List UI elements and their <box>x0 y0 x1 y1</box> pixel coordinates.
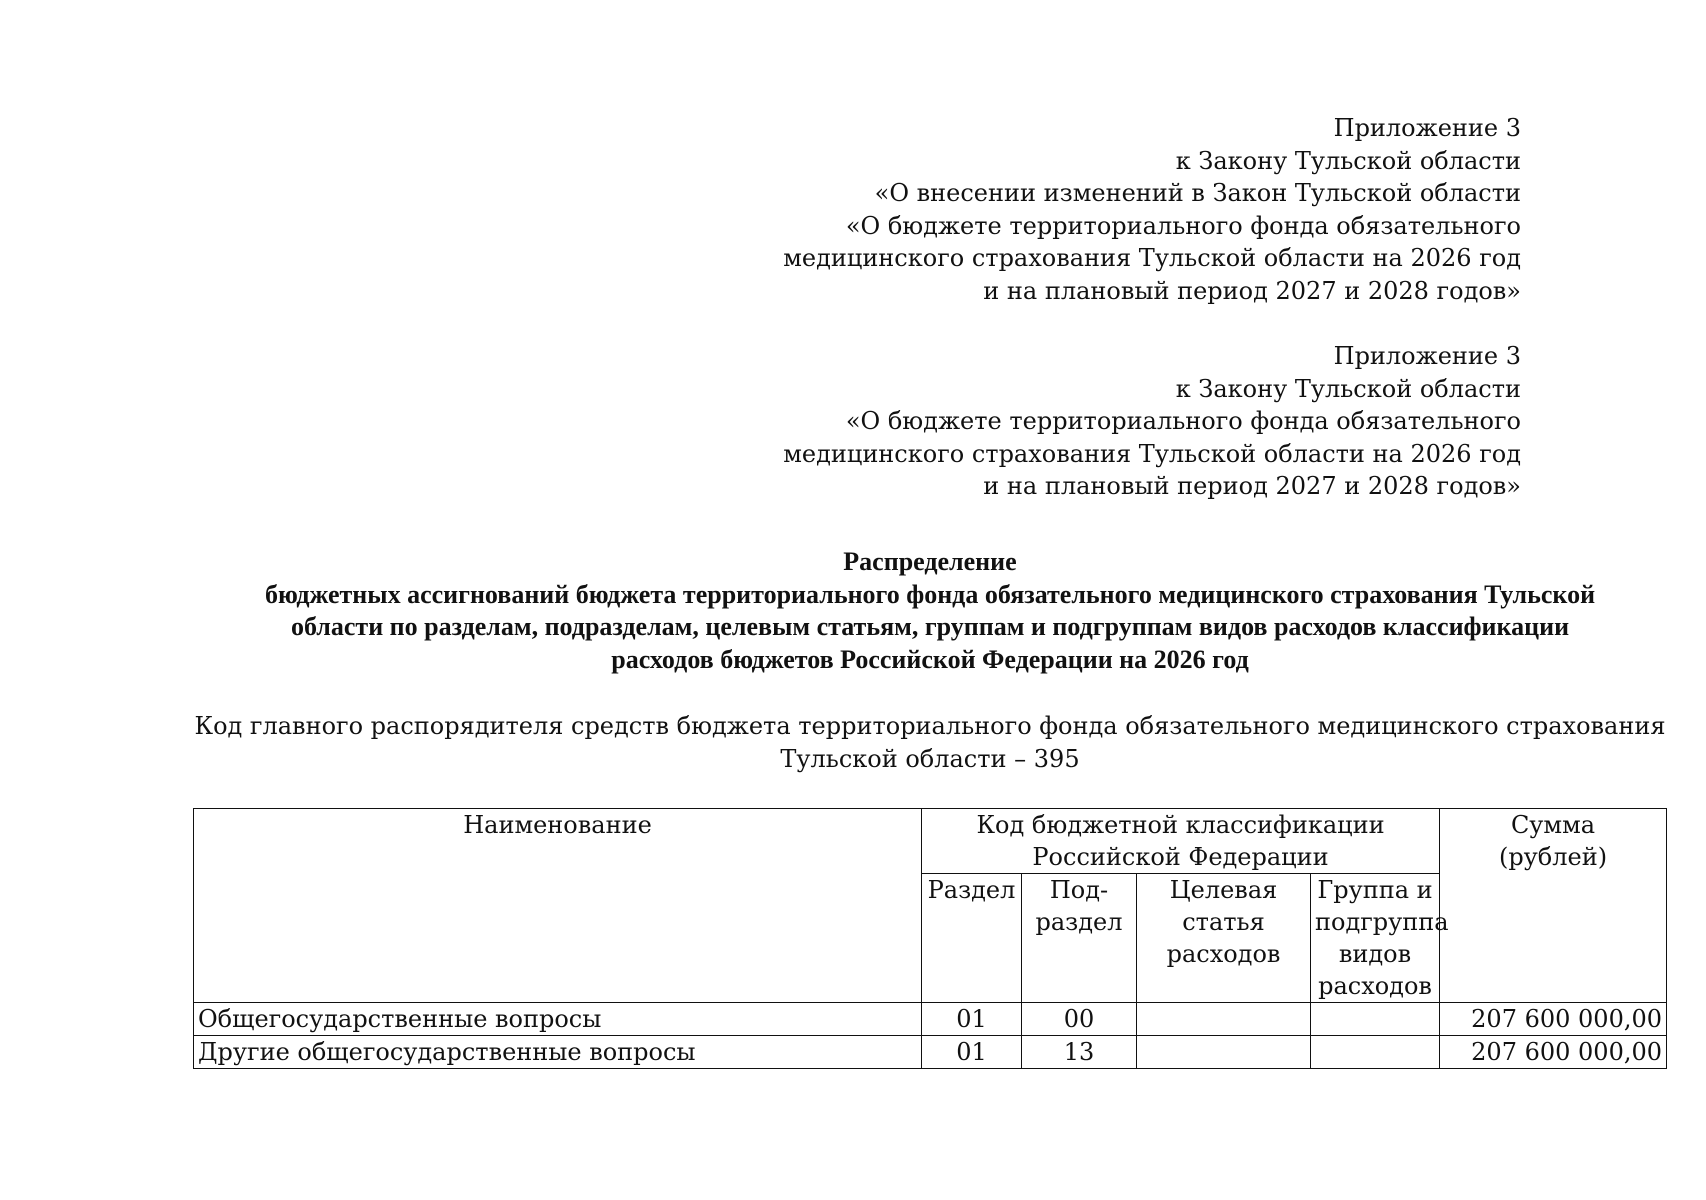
row-section: 01 <box>922 1036 1022 1069</box>
annex-line: «О бюджете территориального фонда обязательного <box>845 407 1521 435</box>
row-sum: 207 600 000,00 <box>1440 1003 1667 1036</box>
code-line-text: Тульской области – 395 <box>780 744 1080 773</box>
annex-header-original <box>761 340 1521 503</box>
annex-line: и на плановый период 2027 и 2028 годов» <box>983 276 1521 305</box>
table-row <box>194 1036 1667 1069</box>
annex-line: к Закону Тульской области <box>1175 374 1521 403</box>
title-line: Распределение <box>843 547 1017 576</box>
annex-line: и на плановый период 2027 и 2028 годов» <box>983 472 1521 500</box>
header-target-article: Целевая статья расходов <box>1137 874 1311 1003</box>
annex-line: Приложение 3 <box>1333 342 1521 370</box>
annex-line: медицинского страхования Тульской области на 2026 год <box>783 439 1521 468</box>
header-expense-group: Группа и подгруппа видов расходов <box>1311 874 1440 1003</box>
row-subsection: 13 <box>1022 1036 1137 1069</box>
annex-line: медицинского страхования Тульской области на 2026 год <box>783 244 1521 272</box>
annex-header-amending <box>761 112 1521 307</box>
row-subsection: 00 <box>1022 1003 1137 1036</box>
row-expense-group <box>1311 1003 1440 1036</box>
title-line: бюджетных ассигнований бюджета территориального фонда обязательного медицинского страхования Тульской <box>264 579 1596 609</box>
budget-table <box>193 808 1667 1069</box>
row-sum: 207 600 000,00 <box>1440 1036 1667 1069</box>
title-line: расходов бюджетов Российской Федерации на 2026 год <box>611 644 1249 674</box>
title-line: области по разделам, подразделам, целевым статьям, группам и подгруппам видов расходов классификации <box>290 612 1570 641</box>
header-section: Раздел <box>922 874 1022 1003</box>
chief-administrator-code <box>190 710 1670 775</box>
row-name: Другие общегосударственные вопросы <box>194 1036 922 1069</box>
header-sum: Сумма (рублей) <box>1440 809 1667 1003</box>
row-target-article <box>1137 1036 1311 1069</box>
table-row <box>194 1003 1667 1036</box>
document-title <box>190 546 1670 676</box>
row-section: 01 <box>922 1003 1022 1036</box>
row-expense-group <box>1311 1036 1440 1069</box>
header-subsection: Под- раздел <box>1022 874 1137 1003</box>
annex-line: «О внесении изменений в Закон Тульской области <box>874 179 1521 207</box>
row-target-article <box>1137 1003 1311 1036</box>
header-name: Наименование <box>194 809 922 1003</box>
annex-line: Приложение 3 <box>1333 114 1521 142</box>
annex-line: к Закону Тульской области <box>1175 146 1521 175</box>
table-header-row <box>194 809 1667 874</box>
code-line-text: Код главного распорядителя средств бюджета территориального фонда обязательного медицинского страхования <box>194 712 1666 740</box>
row-name: Общегосударственные вопросы <box>194 1003 922 1036</box>
annex-line: «О бюджете территориального фонда обязательного <box>845 211 1521 240</box>
header-code-group: Код бюджетной классификации Российской Федерации <box>922 809 1440 874</box>
